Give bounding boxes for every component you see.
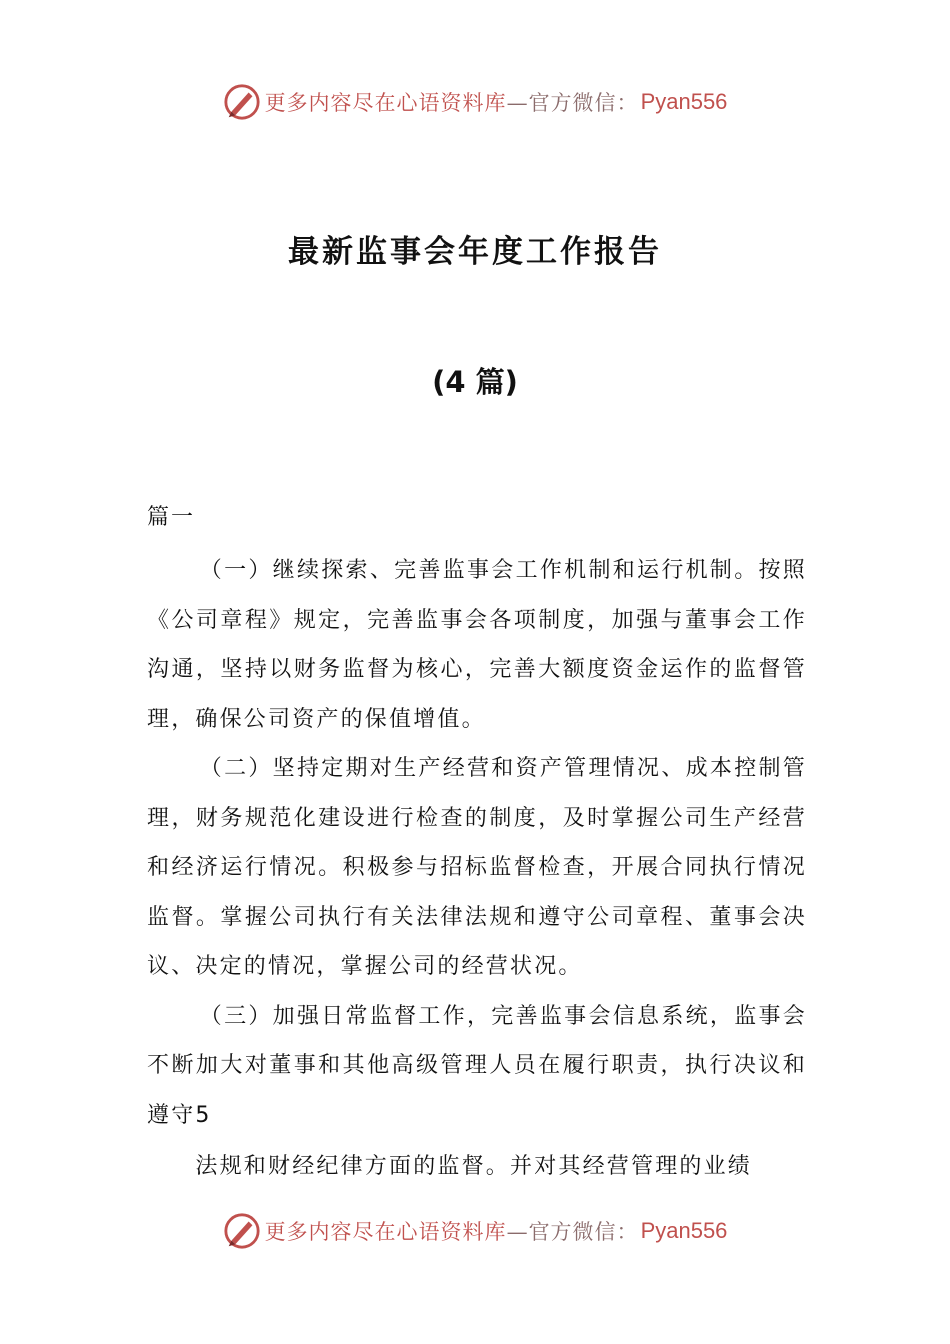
paragraph: 法规和财经纪律方面的监督。并对其经营管理的业绩 (195, 1154, 752, 1179)
footer-banner (0, 1209, 950, 1253)
document-title: 最新监事会年度工作报告 (288, 234, 662, 270)
banner-wechat-id: Pyan556 (640, 1218, 728, 1243)
section-label: 篇一 (147, 505, 196, 530)
document-subtitle: (4 篇) (432, 365, 518, 399)
pen-logo-icon (223, 83, 261, 121)
paragraph: （三）加强日常监督工作，完善监事会信息系统，监事会不断加大对董事和其他高级管理人员在履行职责，执行决议和遵守5 (147, 1003, 807, 1128)
body-text (147, 546, 807, 1192)
paragraph: （二）坚持定期对生产经营和资产管理情况、成本控制管理，财务规范化建设进行检查的制度，及时掌握公司生产经营和经济运行情况。积极参与招标监督检查，开展合同执行情况监督。掌握公司执行有关法律法规和遵守公司章程、董事会决议、决定的情况，掌握公司的经营状况。 (147, 756, 807, 979)
banner-separator-text: —官方微信： (506, 1220, 639, 1244)
paragraph: （一）继续探索、完善监事会工作机制和运行机制。按照《公司章程》规定，完善监事会各项制度，加强与董事会工作沟通，坚持以财务监督为核心，完善大额度资金运作的监督管理，确保公司资产的保值增值。 (147, 558, 807, 732)
banner-separator-text: —官方微信： (506, 91, 639, 115)
header-banner (0, 80, 950, 124)
banner-text: 更多内容尽在心语资料库 (264, 1220, 507, 1244)
banner-wechat-id: Pyan556 (640, 89, 728, 114)
pen-logo-icon (223, 1212, 261, 1250)
banner-text: 更多内容尽在心语资料库 (264, 91, 507, 115)
